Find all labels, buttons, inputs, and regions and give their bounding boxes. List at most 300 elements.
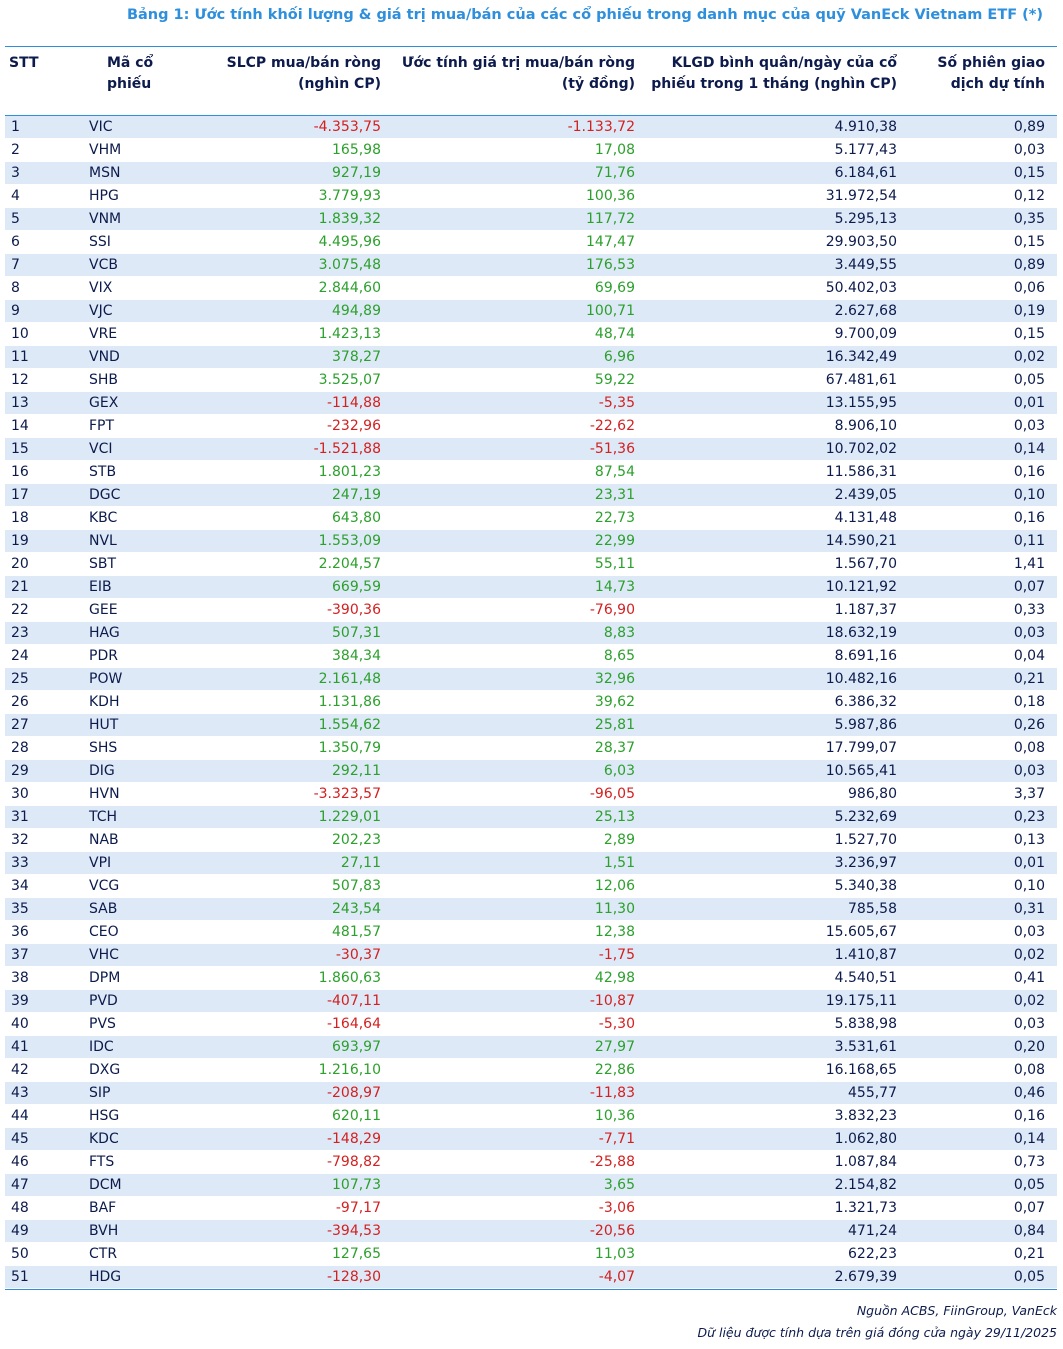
cell-stt: 45 (11, 1131, 29, 1147)
cell-sessions: 0,03 (1013, 418, 1045, 434)
table-row (5, 1082, 1057, 1105)
cell-net-value: -25,88 (589, 1154, 635, 1170)
cell-stt: 28 (11, 740, 29, 756)
table-row (5, 208, 1057, 231)
cell-ticker: GEE (89, 602, 118, 618)
cell-avg-volume: 471,24 (848, 1223, 897, 1239)
cell-net-value: -5,30 (598, 1016, 635, 1032)
table-row (5, 415, 1057, 438)
table-row (5, 553, 1057, 576)
cell-sessions: 0,01 (1013, 855, 1045, 871)
cell-ticker: SAB (89, 901, 118, 917)
cell-net-volume: 247,19 (332, 487, 381, 503)
cell-ticker: FTS (89, 1154, 115, 1170)
cell-net-volume: 27,11 (340, 855, 381, 871)
cell-net-value: 2,89 (603, 832, 635, 848)
header-sessions: Số phiên giao dịch dự tính (937, 55, 1045, 92)
cell-avg-volume: 29.903,50 (825, 234, 897, 250)
cell-stt: 41 (11, 1039, 29, 1055)
cell-net-value: 71,76 (594, 165, 635, 181)
cell-stt: 29 (11, 763, 29, 779)
cell-net-value: 39,62 (594, 694, 635, 710)
cell-ticker: HDG (89, 1269, 122, 1285)
table-row (5, 829, 1057, 852)
table-row (5, 1174, 1057, 1197)
table-bottom-divider (5, 1289, 1057, 1290)
cell-stt: 19 (11, 533, 29, 549)
cell-sessions: 0,26 (1013, 717, 1045, 733)
cell-net-volume: 1.839,32 (318, 211, 381, 227)
cell-ticker: VNM (89, 211, 122, 227)
cell-net-value: 25,13 (594, 809, 635, 825)
cell-net-volume: 202,23 (332, 832, 381, 848)
table-row (5, 898, 1057, 921)
cell-net-volume: 1.801,23 (318, 464, 381, 480)
cell-stt: 37 (11, 947, 29, 963)
cell-net-value: 11,30 (594, 901, 635, 917)
table-row (5, 1128, 1057, 1151)
cell-net-volume: -164,64 (326, 1016, 381, 1032)
cell-ticker: VCI (89, 441, 113, 457)
table-row (5, 1036, 1057, 1059)
cell-net-volume: 2.844,60 (318, 280, 381, 296)
cell-ticker: PVS (89, 1016, 116, 1032)
cell-avg-volume: 1.410,87 (834, 947, 897, 963)
cell-ticker: SIP (89, 1085, 111, 1101)
cell-net-volume: 2.161,48 (318, 671, 381, 687)
cell-avg-volume: 986,80 (848, 786, 897, 802)
cell-net-value: 25,81 (594, 717, 635, 733)
cell-net-value: 17,08 (594, 142, 635, 158)
cell-net-value: -5,35 (598, 395, 635, 411)
table-row (5, 369, 1057, 392)
cell-stt: 23 (11, 625, 29, 641)
cell-net-value: 59,22 (594, 372, 635, 388)
cell-ticker: HAG (89, 625, 120, 641)
cell-sessions: 0,33 (1013, 602, 1045, 618)
cell-stt: 35 (11, 901, 29, 917)
cell-ticker: DXG (89, 1062, 121, 1078)
cell-net-volume: 693,97 (332, 1039, 381, 1055)
table-row (5, 967, 1057, 990)
cell-stt: 34 (11, 878, 29, 894)
cell-net-volume: 3.075,48 (318, 257, 381, 273)
cell-stt: 27 (11, 717, 29, 733)
cell-sessions: 0,08 (1013, 1062, 1045, 1078)
cell-stt: 44 (11, 1108, 29, 1124)
cell-ticker: VHC (89, 947, 119, 963)
cell-ticker: PVD (89, 993, 118, 1009)
cell-stt: 10 (11, 326, 29, 342)
cell-sessions: 0,19 (1013, 303, 1045, 319)
table-row (5, 645, 1057, 668)
cell-net-value: 22,73 (594, 510, 635, 526)
cell-net-volume: -394,53 (326, 1223, 381, 1239)
cell-sessions: 0,89 (1013, 119, 1045, 135)
cell-avg-volume: 6.386,32 (834, 694, 897, 710)
cell-sessions: 0,23 (1013, 809, 1045, 825)
cell-avg-volume: 1.087,84 (834, 1154, 897, 1170)
table-row (5, 507, 1057, 530)
cell-ticker: KDC (89, 1131, 119, 1147)
table-row (5, 530, 1057, 553)
cell-sessions: 0,41 (1013, 970, 1045, 986)
cell-net-value: -20,56 (589, 1223, 635, 1239)
cell-net-value: 10,36 (594, 1108, 635, 1124)
cell-net-value: 176,53 (586, 257, 635, 273)
table-row (5, 1220, 1057, 1243)
table-header (5, 46, 1057, 116)
cell-net-value: 32,96 (594, 671, 635, 687)
cell-net-value: -1.133,72 (567, 119, 635, 135)
cell-net-volume: 507,83 (332, 878, 381, 894)
cell-avg-volume: 1.062,80 (834, 1131, 897, 1147)
cell-net-volume: 1.423,13 (318, 326, 381, 342)
table-row (5, 990, 1057, 1013)
cell-ticker: CEO (89, 924, 119, 940)
table-row (5, 277, 1057, 300)
table-row (5, 576, 1057, 599)
cell-net-value: 55,11 (594, 556, 635, 572)
cell-sessions: 3,37 (1013, 786, 1045, 802)
cell-stt: 31 (11, 809, 29, 825)
cell-net-value: 11,03 (594, 1246, 635, 1262)
table-row (5, 1243, 1057, 1266)
cell-sessions: 0,16 (1013, 464, 1045, 480)
cell-sessions: 0,05 (1013, 1269, 1045, 1285)
cell-net-value: 12,38 (594, 924, 635, 940)
cell-avg-volume: 1.321,73 (834, 1200, 897, 1216)
data-note: Dữ liệu được tính dựa trên giá đóng cửa ngày 29/11/2025 (697, 1325, 1057, 1340)
cell-stt: 17 (11, 487, 29, 503)
cell-sessions: 0,46 (1013, 1085, 1045, 1101)
cell-net-value: 8,83 (603, 625, 635, 641)
cell-net-value: -7,71 (598, 1131, 635, 1147)
table-body (5, 116, 1057, 1289)
header-net-volume: SLCP mua/bán ròng (nghìn CP) (226, 55, 381, 92)
cell-sessions: 0,73 (1013, 1154, 1045, 1170)
cell-stt: 51 (11, 1269, 29, 1285)
cell-ticker: NAB (89, 832, 119, 848)
cell-avg-volume: 10.702,02 (825, 441, 897, 457)
cell-ticker: VND (89, 349, 120, 365)
cell-net-value: 69,69 (594, 280, 635, 296)
cell-net-volume: 1.216,10 (318, 1062, 381, 1078)
cell-avg-volume: 16.342,49 (825, 349, 897, 365)
cell-net-value: 28,37 (594, 740, 635, 756)
table-row (5, 783, 1057, 806)
cell-net-value: 100,36 (586, 188, 635, 204)
cell-net-volume: -4.353,75 (313, 119, 381, 135)
cell-net-value: -3,06 (598, 1200, 635, 1216)
cell-net-volume: 927,19 (332, 165, 381, 181)
cell-sessions: 0,04 (1013, 648, 1045, 664)
cell-net-value: 14,73 (594, 579, 635, 595)
cell-sessions: 0,01 (1013, 395, 1045, 411)
header-ticker: Mã cổ phiếu (107, 55, 154, 92)
cell-stt: 26 (11, 694, 29, 710)
cell-sessions: 0,05 (1013, 372, 1045, 388)
table-row (5, 300, 1057, 323)
cell-net-volume: -97,17 (335, 1200, 381, 1216)
cell-sessions: 0,03 (1013, 142, 1045, 158)
cell-net-volume: 1.553,09 (318, 533, 381, 549)
cell-sessions: 0,31 (1013, 901, 1045, 917)
cell-sessions: 0,03 (1013, 625, 1045, 641)
cell-stt: 47 (11, 1177, 29, 1193)
cell-ticker: VIC (89, 119, 113, 135)
cell-net-volume: -30,37 (335, 947, 381, 963)
cell-sessions: 0,84 (1013, 1223, 1045, 1239)
cell-net-volume: 243,54 (332, 901, 381, 917)
table-row (5, 1013, 1057, 1036)
cell-ticker: EIB (89, 579, 112, 595)
cell-net-value: -10,87 (589, 993, 635, 1009)
cell-ticker: IDC (89, 1039, 114, 1055)
cell-ticker: VIX (89, 280, 113, 296)
table-row (5, 162, 1057, 185)
cell-stt: 48 (11, 1200, 29, 1216)
cell-net-volume: 292,11 (332, 763, 381, 779)
table-row (5, 346, 1057, 369)
table-row (5, 1105, 1057, 1128)
cell-sessions: 0,18 (1013, 694, 1045, 710)
cell-avg-volume: 3.449,55 (834, 257, 897, 273)
cell-ticker: DGC (89, 487, 121, 503)
cell-ticker: HVN (89, 786, 120, 802)
cell-net-volume: -3.323,57 (313, 786, 381, 802)
cell-net-value: -51,36 (589, 441, 635, 457)
cell-net-value: -1,75 (598, 947, 635, 963)
cell-net-volume: 378,27 (332, 349, 381, 365)
table-row (5, 1151, 1057, 1174)
cell-avg-volume: 1.567,70 (834, 556, 897, 572)
cell-stt: 33 (11, 855, 29, 871)
cell-sessions: 0,14 (1013, 1131, 1045, 1147)
cell-net-value: 147,47 (586, 234, 635, 250)
cell-ticker: HSG (89, 1108, 120, 1124)
table-row (5, 921, 1057, 944)
cell-sessions: 0,21 (1013, 1246, 1045, 1262)
cell-sessions: 0,03 (1013, 924, 1045, 940)
cell-avg-volume: 2.627,68 (834, 303, 897, 319)
cell-sessions: 0,02 (1013, 947, 1045, 963)
cell-avg-volume: 8.691,16 (834, 648, 897, 664)
cell-ticker: VCB (89, 257, 118, 273)
cell-sessions: 0,08 (1013, 740, 1045, 756)
cell-avg-volume: 455,77 (848, 1085, 897, 1101)
cell-net-value: 48,74 (594, 326, 635, 342)
cell-sessions: 0,16 (1013, 1108, 1045, 1124)
table-row (5, 760, 1057, 783)
cell-net-value: -22,62 (589, 418, 635, 434)
cell-net-value: 22,99 (594, 533, 635, 549)
cell-sessions: 1,41 (1013, 556, 1045, 572)
cell-avg-volume: 8.906,10 (834, 418, 897, 434)
cell-sessions: 0,02 (1013, 349, 1045, 365)
cell-net-value: 12,06 (594, 878, 635, 894)
table-row (5, 185, 1057, 208)
table-row (5, 139, 1057, 162)
cell-sessions: 0,07 (1013, 1200, 1045, 1216)
cell-net-value: 22,86 (594, 1062, 635, 1078)
cell-sessions: 0,15 (1013, 234, 1045, 250)
cell-net-volume: 669,59 (332, 579, 381, 595)
cell-stt: 2 (11, 142, 20, 158)
cell-avg-volume: 5.295,13 (834, 211, 897, 227)
cell-sessions: 0,02 (1013, 993, 1045, 1009)
cell-stt: 50 (11, 1246, 29, 1262)
cell-net-value: -96,05 (589, 786, 635, 802)
cell-avg-volume: 4.910,38 (834, 119, 897, 135)
cell-net-volume: 4.495,96 (318, 234, 381, 250)
cell-ticker: SSI (89, 234, 111, 250)
cell-stt: 7 (11, 257, 20, 273)
cell-net-volume: 507,31 (332, 625, 381, 641)
table-row (5, 737, 1057, 760)
cell-avg-volume: 6.184,61 (834, 165, 897, 181)
cell-net-volume: 494,89 (332, 303, 381, 319)
cell-avg-volume: 5.340,38 (834, 878, 897, 894)
cell-sessions: 0,20 (1013, 1039, 1045, 1055)
cell-sessions: 0,89 (1013, 257, 1045, 273)
cell-ticker: VRE (89, 326, 118, 342)
table-row (5, 622, 1057, 645)
cell-stt: 40 (11, 1016, 29, 1032)
cell-stt: 42 (11, 1062, 29, 1078)
table-row (5, 806, 1057, 829)
cell-stt: 9 (11, 303, 20, 319)
cell-sessions: 0,03 (1013, 1016, 1045, 1032)
cell-avg-volume: 5.177,43 (834, 142, 897, 158)
cell-net-volume: 165,98 (332, 142, 381, 158)
cell-stt: 22 (11, 602, 29, 618)
cell-ticker: KBC (89, 510, 118, 526)
cell-sessions: 0,10 (1013, 487, 1045, 503)
cell-avg-volume: 50.402,03 (825, 280, 897, 296)
table-row (5, 944, 1057, 967)
cell-avg-volume: 13.155,95 (825, 395, 897, 411)
cell-net-volume: 3.525,07 (318, 372, 381, 388)
cell-ticker: GEX (89, 395, 119, 411)
table-row (5, 599, 1057, 622)
cell-avg-volume: 17.799,07 (825, 740, 897, 756)
table-row (5, 875, 1057, 898)
table-row (5, 116, 1057, 139)
cell-stt: 38 (11, 970, 29, 986)
cell-sessions: 0,12 (1013, 188, 1045, 204)
cell-avg-volume: 9.700,09 (834, 326, 897, 342)
cell-ticker: POW (89, 671, 123, 687)
cell-sessions: 0,07 (1013, 579, 1045, 595)
cell-stt: 18 (11, 510, 29, 526)
table-row (5, 668, 1057, 691)
cell-sessions: 0,21 (1013, 671, 1045, 687)
cell-ticker: KDH (89, 694, 120, 710)
cell-avg-volume: 16.168,65 (825, 1062, 897, 1078)
cell-avg-volume: 622,23 (848, 1246, 897, 1262)
cell-stt: 25 (11, 671, 29, 687)
cell-net-value: 1,51 (603, 855, 635, 871)
cell-avg-volume: 5.987,86 (834, 717, 897, 733)
cell-stt: 3 (11, 165, 20, 181)
table-row (5, 323, 1057, 346)
cell-stt: 16 (11, 464, 29, 480)
cell-stt: 39 (11, 993, 29, 1009)
cell-avg-volume: 3.832,23 (834, 1108, 897, 1124)
cell-net-value: 117,72 (586, 211, 635, 227)
cell-net-volume: -407,11 (326, 993, 381, 1009)
cell-ticker: VHM (89, 142, 122, 158)
cell-avg-volume: 4.131,48 (834, 510, 897, 526)
cell-net-value: -76,90 (589, 602, 635, 618)
cell-net-volume: 643,80 (332, 510, 381, 526)
cell-sessions: 0,06 (1013, 280, 1045, 296)
cell-net-value: 3,65 (603, 1177, 635, 1193)
cell-net-volume: 481,57 (332, 924, 381, 940)
table-row (5, 1059, 1057, 1082)
cell-stt: 15 (11, 441, 29, 457)
cell-avg-volume: 31.972,54 (825, 188, 897, 204)
cell-sessions: 0,13 (1013, 832, 1045, 848)
cell-avg-volume: 14.590,21 (825, 533, 897, 549)
table-title: Bảng 1: Ước tính khối lượng & giá trị mua/bán của các cổ phiếu trong danh mục của quỹ VanEck Vietnam ETF (*) (126, 7, 1043, 23)
cell-ticker: BVH (89, 1223, 119, 1239)
cell-ticker: DCM (89, 1177, 122, 1193)
cell-net-value: 100,71 (586, 303, 635, 319)
cell-stt: 43 (11, 1085, 29, 1101)
header-stt: STT (9, 55, 39, 71)
table-row (5, 1266, 1057, 1289)
cell-sessions: 0,14 (1013, 441, 1045, 457)
cell-net-volume: -114,88 (326, 395, 381, 411)
cell-net-volume: -232,96 (326, 418, 381, 434)
cell-stt: 21 (11, 579, 29, 595)
cell-ticker: SHS (89, 740, 118, 756)
cell-avg-volume: 15.605,67 (825, 924, 897, 940)
cell-avg-volume: 1.527,70 (834, 832, 897, 848)
cell-sessions: 0,35 (1013, 211, 1045, 227)
cell-avg-volume: 2.679,39 (834, 1269, 897, 1285)
cell-avg-volume: 1.187,37 (834, 602, 897, 618)
cell-avg-volume: 10.482,16 (825, 671, 897, 687)
cell-avg-volume: 3.236,97 (834, 855, 897, 871)
cell-stt: 11 (11, 349, 29, 365)
cell-ticker: SHB (89, 372, 119, 388)
cell-ticker: CTR (89, 1246, 118, 1262)
cell-net-value: 87,54 (594, 464, 635, 480)
cell-ticker: STB (89, 464, 117, 480)
cell-net-value: 42,98 (594, 970, 635, 986)
cell-ticker: DPM (89, 970, 121, 986)
cell-avg-volume: 785,58 (848, 901, 897, 917)
cell-sessions: 0,05 (1013, 1177, 1045, 1193)
table-row (5, 461, 1057, 484)
cell-net-volume: 1.554,62 (318, 717, 381, 733)
cell-net-volume: -390,36 (326, 602, 381, 618)
table-row (5, 392, 1057, 415)
cell-net-volume: 2.204,57 (318, 556, 381, 572)
cell-net-value: 23,31 (594, 487, 635, 503)
cell-stt: 6 (11, 234, 20, 250)
cell-stt: 49 (11, 1223, 29, 1239)
table-row (5, 691, 1057, 714)
cell-stt: 36 (11, 924, 29, 940)
cell-net-value: -4,07 (598, 1269, 635, 1285)
cell-net-value: 27,97 (594, 1039, 635, 1055)
cell-sessions: 0,03 (1013, 763, 1045, 779)
cell-avg-volume: 2.439,05 (834, 487, 897, 503)
